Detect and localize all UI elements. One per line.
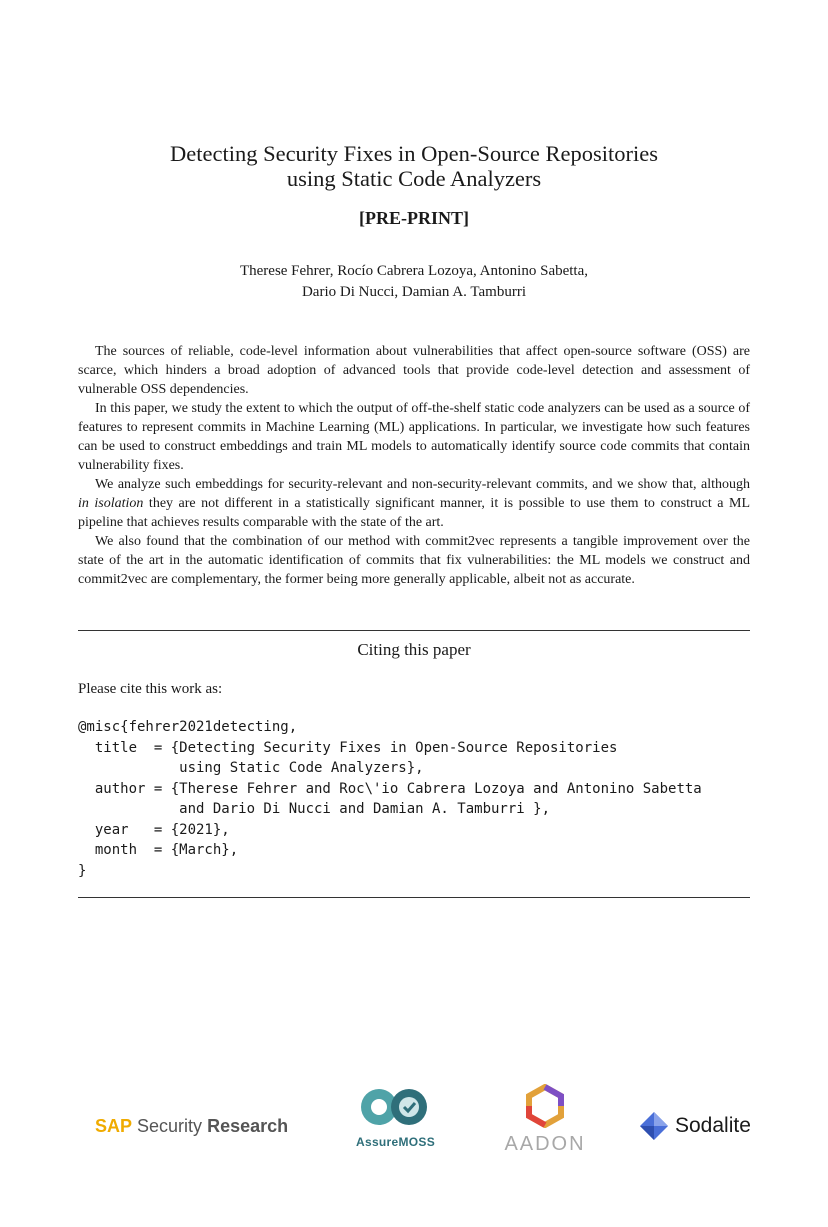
abstract-paragraph-1: The sources of reliable, code-level information about vulnerabilities that affect open-source software (OSS) are scarce, which hinders a broad adoption of advanced tools that provide code-level detection and assessment of vulnerable OSS dependencies.	[78, 344, 750, 397]
citing-heading: Citing this paper	[357, 640, 471, 659]
bibtex-entry	[78, 717, 702, 881]
assuremoss-wordmark: AssureMOSS	[356, 1135, 436, 1149]
bibtex-line: @misc{fehrer2021detecting,	[78, 719, 298, 735]
bibtex-line: month = {March},	[78, 842, 239, 858]
aadon-logo	[498, 1084, 592, 1156]
sap-mark: SAP	[95, 1116, 133, 1136]
bibtex-line: using Static Code Analyzers},	[78, 760, 424, 776]
abstract-paragraph-2: In this paper, we study the extent to which the output of off-the-shelf static code analyzers can be used as a source of features to represent commits in Machine Learning (ML) applications. In particular, we investigate how such features can be used to construct embeddings and train ML models to automatically identify source code commits that contain vulnerability fixes.	[78, 401, 750, 473]
authors-line-1: Therese Fehrer, Rocío Cabrera Lozoya, Antonino Sabetta,	[239, 263, 589, 279]
bibtex-line: year = {2021},	[78, 821, 230, 838]
author-list	[78, 261, 750, 303]
sap-word-research: Research	[207, 1116, 289, 1136]
paper-title-line-1: Detecting Security Fixes in Open-Source Repositories	[169, 141, 659, 166]
paper-title	[78, 141, 750, 191]
sodalite-gem-icon	[638, 1110, 670, 1142]
infinity-check-icon	[358, 1086, 430, 1128]
aadon-wordmark: AADON	[504, 1133, 586, 1155]
authors-line-2: Dario Di Nucci, Damian A. Tamburri	[301, 284, 527, 300]
sap-security-research-logo	[95, 1116, 288, 1137]
abstract-p3-end: they are not different in a statistically significant manner, it is possible to use them to construct a ML pipeline that achieves results comparable with the state of the art.	[78, 496, 750, 530]
paper-title-line-2: using Static Code Analyzers	[286, 166, 542, 191]
abstract	[78, 342, 750, 589]
abstract-p3-emphasis: in isolation	[78, 496, 144, 511]
bibtex-line: }	[78, 862, 87, 879]
sap-word-security: Security	[137, 1116, 203, 1136]
bibtex-line: author = {Therese Fehrer and Roc\'io Cabrera Lozoya and Antonino Sabetta	[78, 780, 702, 797]
sodalite-wordmark: Sodalite	[675, 1114, 751, 1137]
hexagon-ring-icon	[523, 1084, 567, 1128]
abstract-p3-start: We analyze such embeddings for security-relevant and non-security-relevant commits, and we show that, although	[95, 477, 750, 492]
bottom-divider	[78, 897, 750, 898]
sodalite-logo	[638, 1110, 751, 1142]
bibtex-line: title = {Detecting Security Fixes in Open-Source Repositories	[78, 739, 618, 756]
assuremoss-logo	[356, 1086, 436, 1156]
sponsor-logos	[0, 1080, 828, 1160]
preprint-label: [PRE-PRINT]	[359, 208, 469, 228]
abstract-paragraph-3	[78, 475, 750, 532]
abstract-paragraph-4: We also found that the combination of our method with commit2vec represents a tangible improvement over the state of the art in the automatic identification of commits that fix vulnerabilities: the ML models we construct and commit2vec are complementary, the former being more generally applicable, albeit not as accurate.	[78, 534, 750, 587]
citing-intro: Please cite this work as:	[78, 681, 223, 697]
top-divider	[78, 630, 750, 631]
bibtex-line: and Dario Di Nucci and Damian A. Tamburri },	[78, 801, 551, 817]
